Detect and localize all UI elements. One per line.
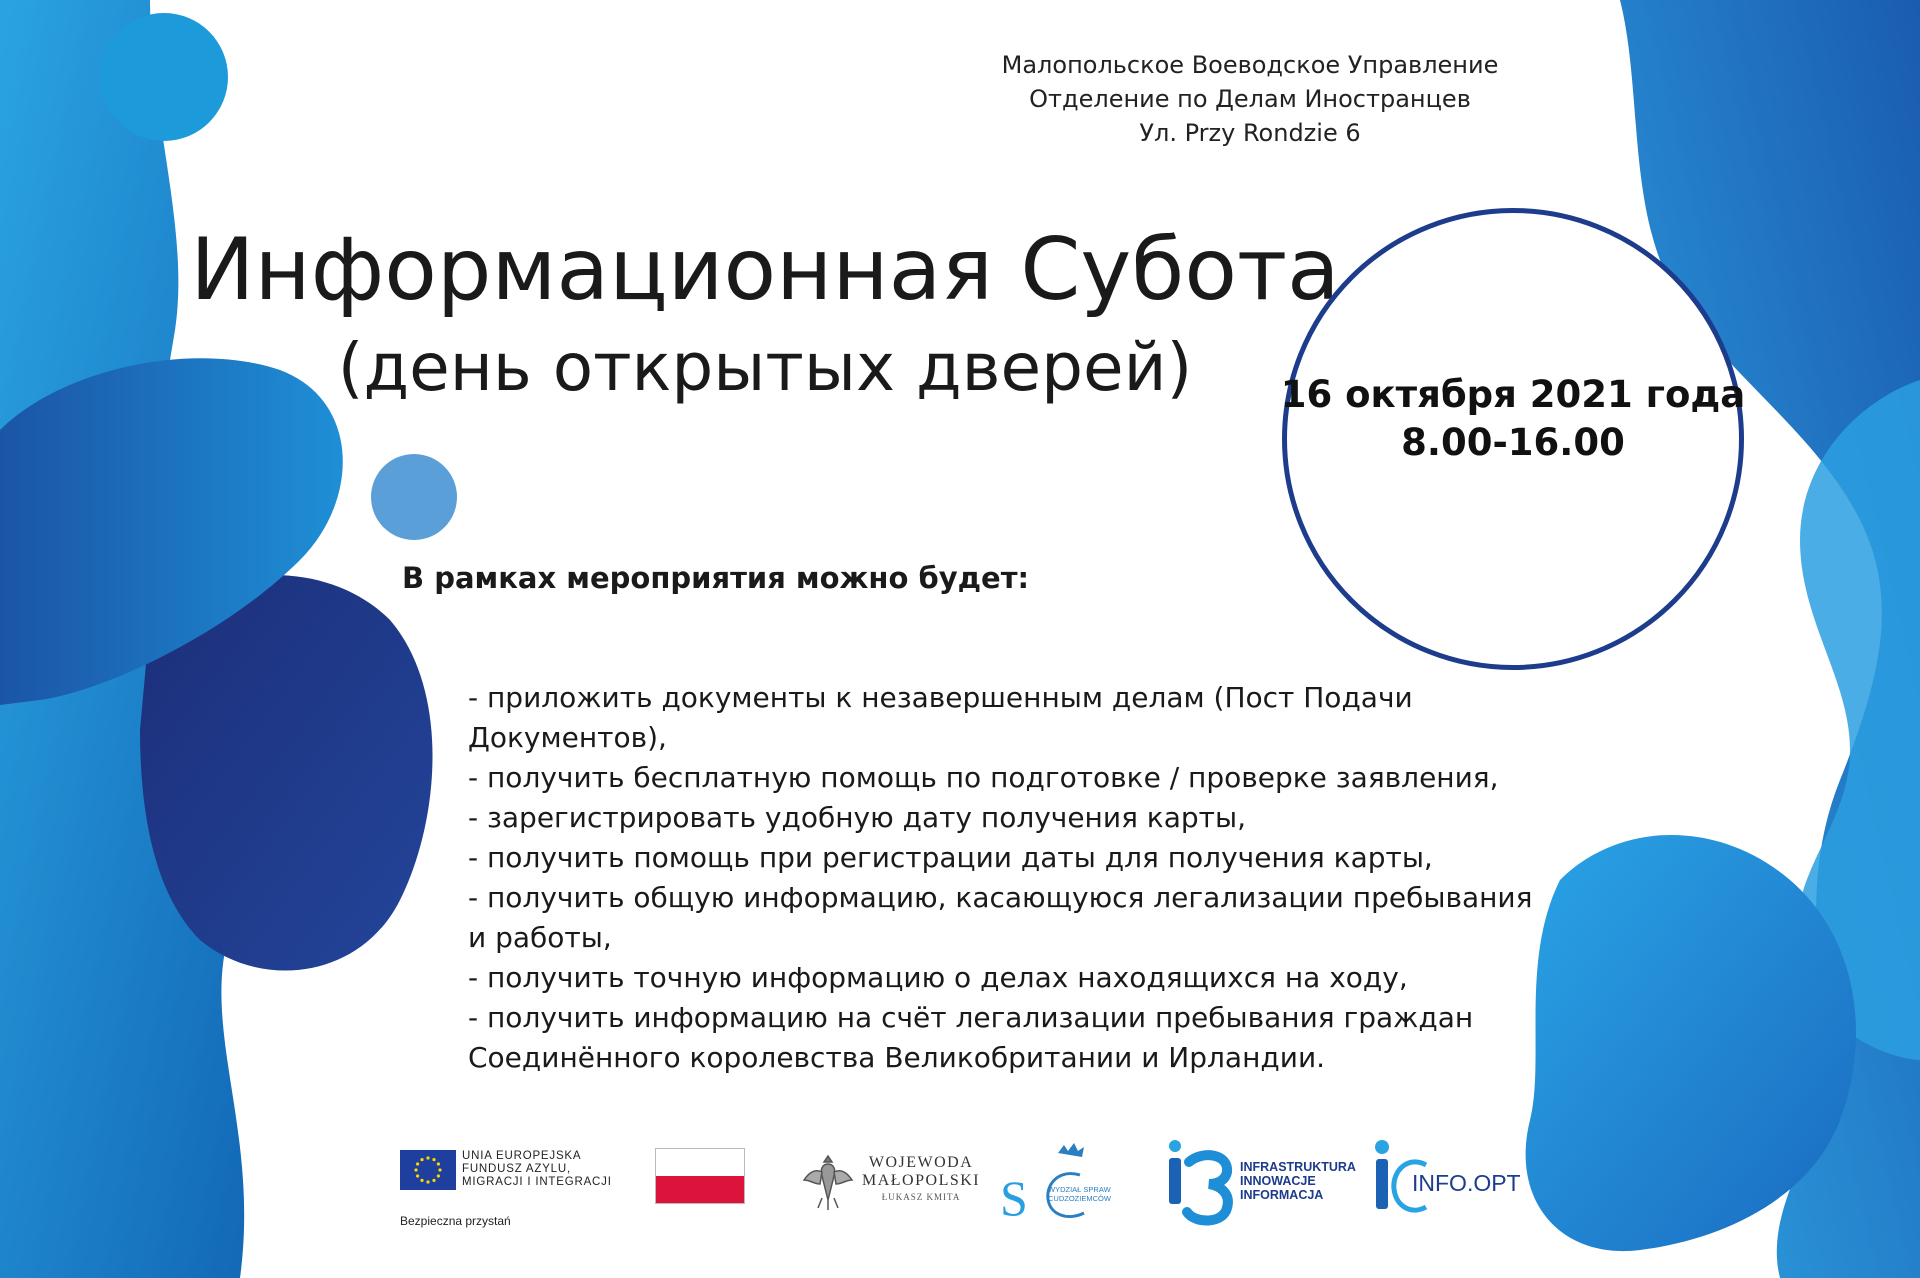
- sc-line-1: WYDZIAŁ SPRAW: [1048, 1185, 1111, 1194]
- sc-department-logo: [998, 1135, 1128, 1235]
- intro-heading: В рамках мероприятия можно будет:: [402, 561, 1030, 595]
- i3-line-3: INFORMACJA: [1240, 1188, 1324, 1202]
- eu-fund-name: [462, 1150, 612, 1189]
- small-accent-circle: [371, 454, 457, 540]
- list-line: и работы,: [468, 921, 612, 954]
- i3-logo: [1165, 1132, 1365, 1232]
- address-line-1: Малопольское Воеводское Управление: [1001, 51, 1499, 79]
- eu-line-3: MIGRACJI I INTEGRACJI: [462, 1176, 612, 1188]
- list-line: - приложить документы к незавершенным делам (Пост Подачи: [468, 681, 1413, 714]
- i3-name: [1240, 1160, 1356, 1202]
- address-line-2: Отделение по Делам Иностранцев: [1029, 85, 1471, 113]
- event-hours: 8.00-16.00: [1401, 421, 1625, 464]
- event-date-circle: [1282, 208, 1744, 670]
- polish-flag-icon: [655, 1148, 745, 1204]
- i3-line-2: INNOWACJE: [1240, 1174, 1316, 1188]
- list-line: - зарегистрировать удобную дату получения карты,: [468, 801, 1246, 834]
- wojewoda-logo: [800, 1150, 981, 1230]
- sc-department-name: [1048, 1185, 1111, 1203]
- office-address: [960, 48, 1540, 150]
- svg-text:S: S: [1000, 1170, 1028, 1226]
- info-opt-logo: [1372, 1135, 1532, 1235]
- eagle-emblem-icon: [800, 1150, 856, 1214]
- list-line: Соединённого королевства Великобритании и Ирландии.: [468, 1041, 1326, 1074]
- eu-line-1: UNIA EUROPEJSKA: [462, 1150, 582, 1162]
- sc-line-2: CUDZOZIEMCÓW: [1048, 1194, 1111, 1203]
- i3-line-1: INFRASTRUKTURA: [1240, 1160, 1356, 1174]
- list-line: - получить общую информацию, касающуюся легализации пребывания: [468, 881, 1533, 914]
- page-title: Информационная Субота: [190, 220, 1340, 320]
- list-line: - получить точную информацию о делах находящихся на ходу,: [468, 961, 1408, 994]
- partner-logos: [0, 1130, 1920, 1240]
- top-left-circle: [100, 13, 228, 141]
- eu-flag-icon: [400, 1150, 456, 1190]
- list-line: - получить помощь при регистрации даты для получения карты,: [468, 841, 1433, 874]
- wojewoda-line-1: WOJEWODA: [868, 1154, 974, 1171]
- wojewoda-line-2: MAŁOPOLSKI: [862, 1172, 981, 1189]
- eu-tagline: Bezpieczna przystań: [400, 1214, 511, 1228]
- eu-fund-logo: [400, 1150, 612, 1230]
- info-opt-label: INFO.OPT: [1412, 1170, 1521, 1196]
- list-line: - получить бесплатную помощь по подготовке / проверке заявления,: [468, 761, 1499, 794]
- eu-line-2: FUNDUSZ AZYLU,: [462, 1163, 571, 1175]
- page-subtitle: (день открытых дверей): [337, 329, 1193, 406]
- address-line-3: Ул. Przy Rondzie 6: [1139, 119, 1361, 147]
- i3-mark-icon: [1165, 1132, 1240, 1232]
- list-line: Документов),: [468, 721, 667, 754]
- list-line: - получить информацию на счёт легализации пребывания граждан: [468, 1001, 1474, 1034]
- activities-list: [468, 678, 1533, 1078]
- event-date: 16 октября 2021 года: [1280, 373, 1746, 416]
- wojewoda-name: [862, 1154, 980, 1204]
- wojewoda-line-3: ŁUKASZ KMITA: [881, 1192, 961, 1202]
